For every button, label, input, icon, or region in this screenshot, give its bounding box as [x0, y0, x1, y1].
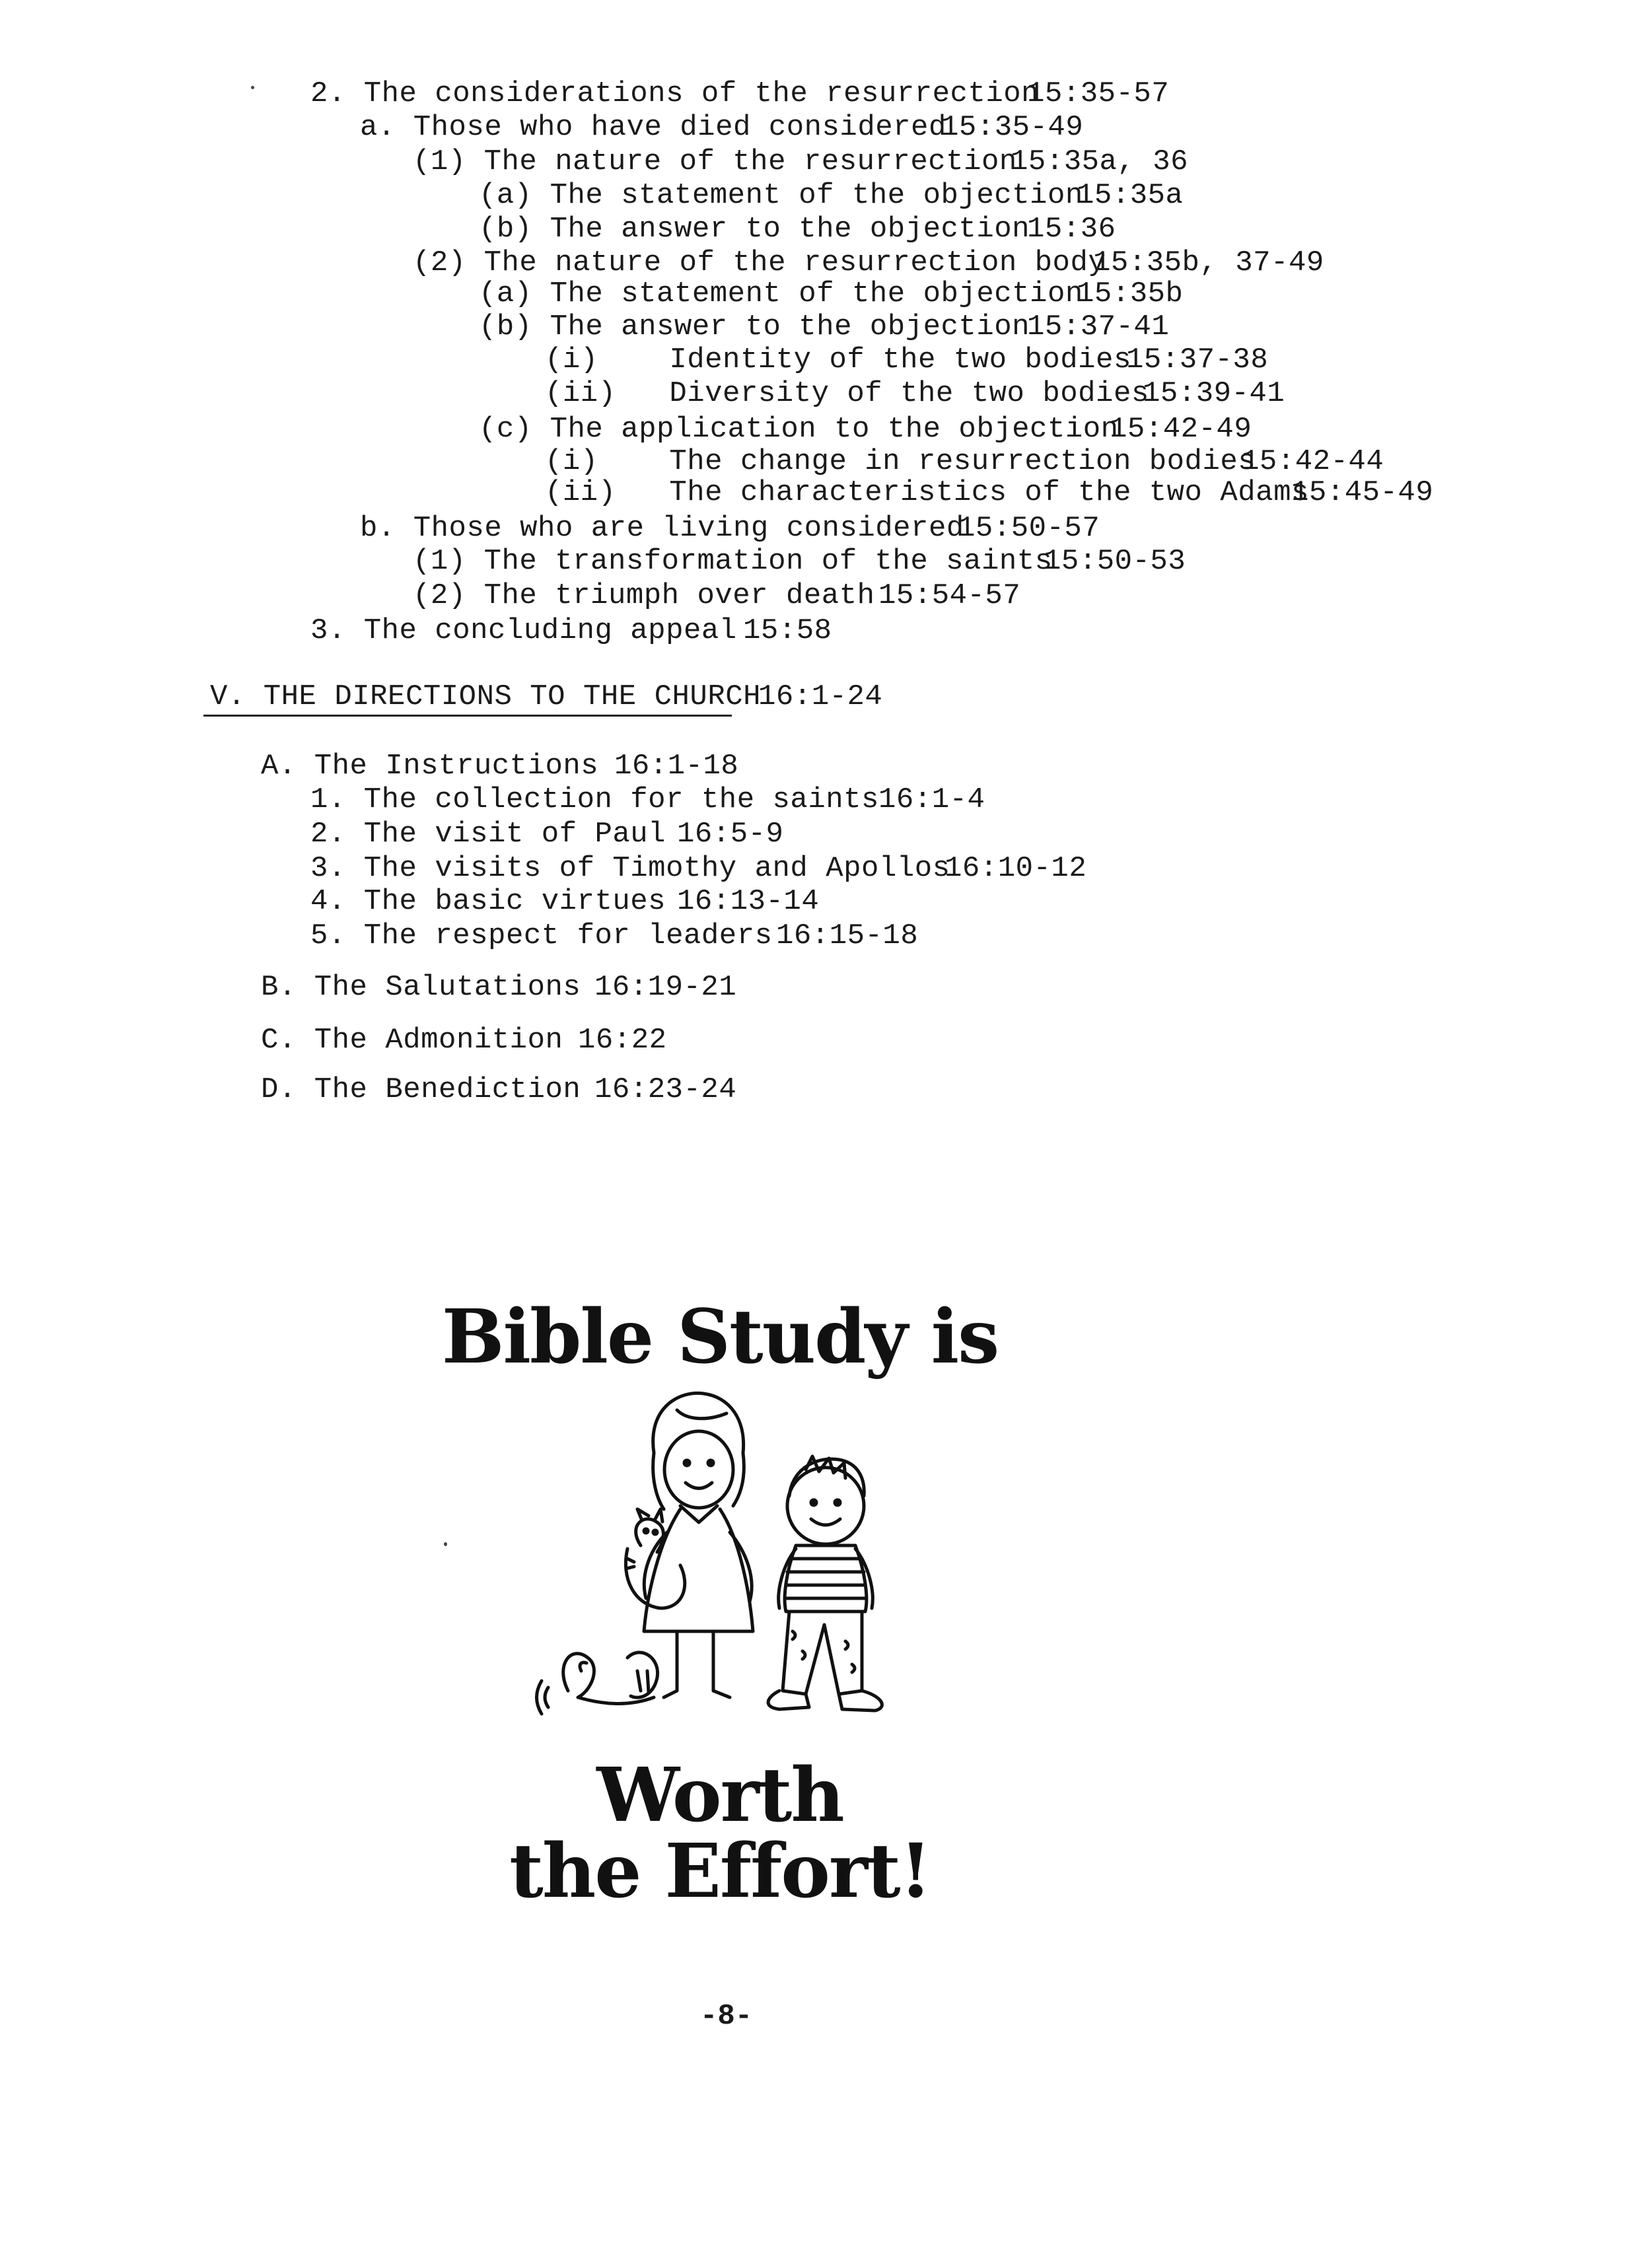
outline-item: B. The Salutations 16:19-21 [261, 971, 737, 1004]
outline-item: 2. The considerations of the resurrection 15:35-57 [310, 77, 1170, 110]
outline-item: D. The Benediction 16:23-24 [261, 1073, 737, 1106]
outline-item: A. The Instructions 16:1-18 [261, 750, 739, 783]
outline-item: (b) The answer to the objection 15:37-41 [479, 310, 1170, 343]
heading-underline [203, 715, 732, 717]
children-illustration [528, 1380, 958, 1757]
outline-item: (2) The triumph over death 15:54-57 [413, 579, 1021, 612]
outline-item: (2) The nature of the resurrection body 15:35b, 37-49 [413, 246, 1324, 279]
outline-item: b. Those who are living considered 15:50-57 [360, 512, 1100, 545]
outline-item: a. Those who have died considered 15:35-49 [360, 111, 1084, 144]
outline-item: 3. The visits of Timothy and Apollos 16:10-12 [310, 852, 1087, 885]
outline-item: (1) The transformation of the saints 15:50-53 [413, 545, 1186, 578]
poster-title-line3: the Effort! [509, 1828, 931, 1915]
poster-title-line1: Bible Study is [441, 1294, 999, 1380]
outline-item: (c) The application to the objection 15:42-49 [479, 413, 1252, 446]
poster-title-line2: Worth [596, 1752, 843, 1839]
outline-item: 4. The basic virtues 16:13-14 [310, 885, 820, 918]
scan-speck [444, 1542, 447, 1546]
outline-item: (a) The statement of the objection 15:35b [479, 277, 1184, 310]
outline-item: (1) The nature of the resurrection 15:35a, 36 [413, 145, 1189, 178]
outline-item: 2. The visit of Paul 16:5-9 [310, 818, 784, 851]
outline-item: (ii) The characteristics of the two Adams 15:45-49 [545, 476, 1434, 509]
outline-item: (i) The change in resurrection bodies 15:42-44 [545, 445, 1384, 478]
scan-speck [251, 86, 254, 89]
section-heading: V. THE DIRECTIONS TO THE CHURCH 16:1-24 [210, 680, 883, 713]
outline-item: (b) The answer to the objection 15:36 [479, 213, 1116, 246]
outline-item: (a) The statement of the objection 15:35a [479, 179, 1184, 212]
outline-item: (i) Identity of the two bodies 15:37-38 [545, 343, 1269, 376]
outline-item: (ii) Diversity of the two bodies 15:39-41 [545, 377, 1285, 410]
outline-item: 1. The collection for the saints 16:1-4 [310, 783, 985, 816]
outline-item: C. The Admonition 16:22 [261, 1024, 667, 1057]
outline-item: 5. The respect for leaders 16:15-18 [310, 919, 919, 952]
outline-item: 3. The concluding appeal 15:58 [310, 614, 832, 647]
page-number: -8- [700, 2000, 753, 2033]
